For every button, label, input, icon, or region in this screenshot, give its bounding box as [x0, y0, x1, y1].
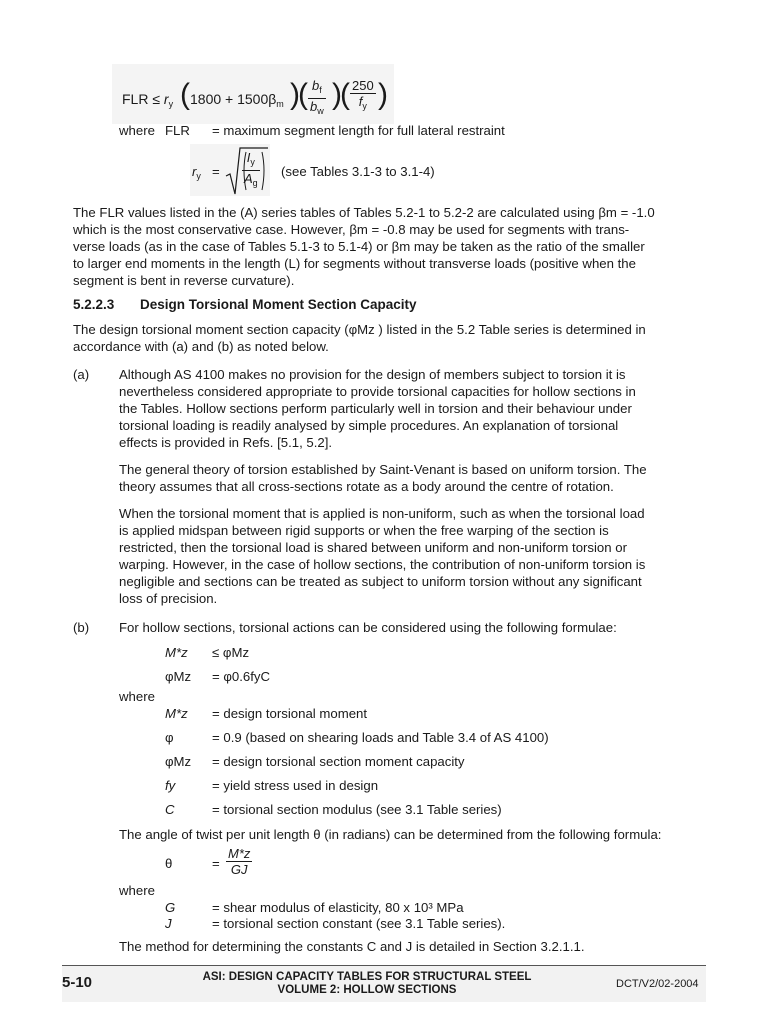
intro-paragraph [73, 321, 695, 355]
footer-title [180, 971, 554, 997]
def-sym [165, 801, 175, 818]
eq1-lhs [165, 644, 188, 661]
def-sym-text: fy [165, 778, 176, 793]
def2-sym-text: J [165, 916, 172, 931]
frac2-num: 250 [352, 78, 374, 93]
theta-num: M*z [228, 846, 251, 861]
section-number: 5.2.2.3 [73, 297, 115, 312]
def2-sym [165, 899, 175, 916]
paren-close-3: ) [378, 78, 388, 111]
frac1-num: b [311, 78, 320, 93]
frac1-den: b [310, 99, 318, 114]
def-text: = design torsional moment [212, 706, 368, 721]
def2-text: = shear modulus of elasticity, 80 x 10³ MPa [212, 900, 464, 915]
a-p1-line: effects is provided in Refs. [5.1, 5.2]. [119, 435, 333, 450]
ry-sub: y [196, 171, 201, 181]
def-sym: φ [165, 730, 174, 745]
a-p1-line: the Tables. Hollow sections perform particularly well in torsion and their behaviour under [119, 401, 632, 416]
def-sym: φMz [165, 754, 192, 769]
flr-lhs: FLR [122, 91, 149, 107]
where-b: where [119, 689, 155, 704]
item-a-p2 [119, 461, 695, 495]
ry-num-sub: y [250, 157, 255, 167]
a-p1-line: Although AS 4100 makes no provision for the design of members subject to torsion it is [119, 367, 626, 382]
ry-lhs [192, 163, 201, 185]
def-sym-text: C [165, 802, 175, 817]
frac2-den-sub: y [362, 101, 367, 111]
footer-page-number: 5-10 [62, 974, 93, 991]
flr-le: ≤ [152, 91, 161, 107]
where-label: where [119, 123, 155, 138]
ry-num: I [246, 150, 251, 165]
flr-inner: 1800 + 1500β [190, 91, 277, 107]
where-flr-definition: = maximum segment length for full lateral restraint [212, 123, 505, 138]
footer-title-line-1: ASI: DESIGN CAPACITY TABLES FOR STRUCTURAL STEEL [202, 971, 532, 983]
def2-sym [165, 915, 172, 932]
def-sym [165, 777, 175, 794]
def-sym [165, 705, 188, 722]
eq1-rhs: ≤ φMz [212, 645, 250, 660]
theta-den: GJ [230, 862, 248, 877]
a-p1-line: torsional loading is readily analysed by simple procedures. An explanation of torsional [119, 418, 619, 433]
fraction-250-fy [350, 78, 376, 114]
flr-paragraph [73, 204, 695, 289]
frac2-den: f [358, 94, 363, 109]
a-p3-line: When the torsional moment that is applied is non-uniform, such as when the torsional load [119, 506, 645, 521]
frac1-den-sub: w [317, 106, 324, 116]
ry-note: (see Tables 3.1-3 to 3.1-4) [281, 164, 435, 179]
def-text: = 0.9 (based on shearing loads and Table 3.4 of AS 4100) [212, 730, 549, 745]
where-flr [119, 122, 155, 139]
a-p3-line: is applied midspan between rigid supports or when the free warping of the section is [119, 523, 609, 538]
flr-line-2: which is the most conservative case. However, βm = -0.8 may be used for segments with trans- [73, 222, 630, 237]
where-flr-symbol: FLR [165, 123, 190, 138]
item-a-p1 [119, 366, 695, 451]
fraction-bf-bw [308, 78, 326, 119]
ry-fraction [242, 150, 260, 191]
paren-open-1: ( [180, 78, 190, 111]
ry-den: A [244, 171, 253, 186]
frac1-num-sub: f [319, 85, 322, 95]
flr-ry-sub: y [168, 99, 174, 109]
twist-intro: The angle of twist per unit length θ (in radians) can be determined from the following formula: [119, 827, 662, 842]
flr-line-1: The FLR values listed in the (A) series tables of Tables 5.2-1 to 5.2-2 are calculated using βm = -1.0 [73, 205, 655, 220]
paren-open-2: ( [298, 78, 308, 111]
def-text: = torsional section modulus (see 3.1 Table series) [212, 802, 502, 817]
footer-code: DCT/V2/02-2004 [616, 978, 699, 990]
a-p3-line: loss of precision. [119, 591, 218, 606]
def-sym-text: M*z [165, 706, 188, 721]
item-a-p3 [119, 505, 695, 607]
a-p3-line: restricted, then the torsional load is shared between uniform and non-uniform torsion or [119, 540, 627, 555]
theta-symbol: θ [165, 856, 173, 871]
ry-symbol: r [192, 164, 197, 179]
paren-close-1: ) [290, 78, 300, 111]
paren-open-3: ( [340, 78, 350, 111]
ry-den-sub: g [252, 178, 258, 188]
a-p2-line: theory assumes that all cross-sections rotate as a body around the centre of rotation. [119, 479, 614, 494]
def-text: = yield stress used in design [212, 778, 379, 793]
theta-fraction [226, 846, 252, 877]
flr-line-3: verse loads (as in the case of Tables 5.1-3 to 5.1-4) or βm may be taken as the ratio of the smaller [73, 239, 645, 254]
flr-line-4: to larger end moments in the length (L) for segments without transverse loads (positive when the [73, 256, 636, 271]
where-b2: where [119, 883, 155, 898]
flr-ry: r [163, 91, 169, 107]
flr-formula [112, 64, 394, 124]
eq1-lhs-text: M*z [165, 645, 188, 660]
eq2-lhs: φMz [165, 669, 192, 684]
a-p3-line: negligible and sections can be treated as subject to uniform torsion without any significant [119, 574, 642, 589]
item-b-label: (b) [73, 620, 90, 635]
footer-title-line-2: VOLUME 2: HOLLOW SECTIONS [277, 984, 457, 996]
intro-line-1: The design torsional moment section capacity (φMz ) listed in the 5.2 Table series is determined in [73, 322, 646, 337]
a-p2-line: The general theory of torsion established by Saint-Venant is based on uniform torsion. The [119, 462, 647, 477]
flr-line-5: segment is bent in reverse curvature). [73, 273, 295, 288]
a-p3-line: warping. However, in the case of hollow sections, the contribution of non-uniform torsion is [119, 557, 646, 572]
section-title: Design Torsional Moment Section Capacity [140, 297, 417, 312]
eq2-rhs: = φ0.6fyC [212, 669, 271, 684]
item-b-intro: For hollow sections, torsional actions can be considered using the following formulae: [119, 620, 617, 635]
a-p1-line: nevertheless considered appropriate to provide torsional capacities for hollow sections in [119, 384, 636, 399]
closing-text: The method for determining the constants C and J is detailed in Section 3.2.1.1. [119, 939, 585, 954]
def-text: = design torsional section moment capacity [212, 754, 465, 769]
def2-sym-text: G [165, 900, 176, 915]
intro-line-2: accordance with (a) and (b) as noted below. [73, 339, 329, 354]
item-a-label: (a) [73, 367, 90, 382]
def2-text: = torsional section constant (see 3.1 Table series). [212, 916, 506, 931]
theta-eq: = [212, 856, 220, 871]
paren-close-2: ) [332, 78, 342, 111]
flr-inner-sub: m [276, 99, 284, 109]
ry-eq: = [212, 164, 220, 179]
